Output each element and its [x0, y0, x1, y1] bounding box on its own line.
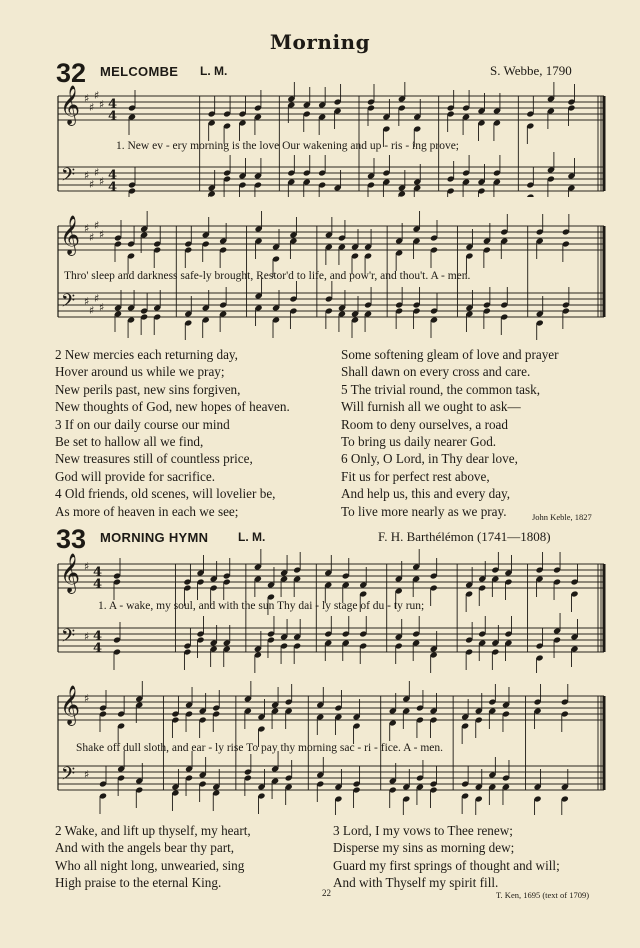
- sharp-sign: ♯: [94, 219, 100, 232]
- time-signature: 4: [93, 565, 103, 580]
- sharp-sign: ♯: [99, 228, 105, 241]
- time-signature: 4: [108, 168, 118, 183]
- stanza-line: Disperse my sins as morning dew;: [333, 840, 515, 856]
- page-number: 22: [322, 888, 331, 898]
- sharp-sign: ♯: [99, 301, 105, 314]
- sharp-sign: ♯: [99, 175, 105, 188]
- tune-name: MORNING HYMN: [100, 530, 209, 545]
- bass-clef: 𝄢: [61, 764, 76, 789]
- stanza-line: God will provide for sacrifice.: [55, 468, 216, 484]
- sharp-sign: ♯: [84, 295, 90, 308]
- sharp-sign: ♯: [89, 178, 95, 191]
- sharp-sign: ♯: [84, 768, 90, 781]
- stanza-line: Room to deny ourselves, a road: [341, 416, 509, 432]
- sharp-sign: ♯: [84, 169, 90, 182]
- bass-clef: 𝄢: [61, 291, 76, 316]
- stanzas-left: [55, 346, 290, 520]
- stanzas-right: [341, 346, 559, 520]
- stanza-line: 3 Lord, I my vows to Thee renew;: [333, 823, 513, 838]
- stanza-line: Some softening gleam of love and prayer: [341, 347, 559, 362]
- hymn-number: 32: [56, 58, 87, 88]
- section-title: Morning: [269, 30, 371, 54]
- treble-clef: 𝄞: [60, 85, 81, 125]
- stanza-line: Who all night long, unwearied, sing: [55, 857, 245, 873]
- bass-clef: 𝄢: [61, 165, 76, 190]
- stanza-line: And with Thyself my spirit fill.: [333, 875, 499, 891]
- meter: L. M.: [238, 530, 266, 544]
- tune-name: MELCOMBE: [100, 64, 179, 79]
- sharp-sign: ♯: [89, 231, 95, 244]
- sharp-sign: ♯: [84, 560, 90, 573]
- stanza-line: And with the angels bear thy part,: [55, 840, 235, 856]
- treble-clef: 𝄞: [60, 215, 81, 255]
- stanza-line: As more of heaven in each we see;: [55, 503, 239, 519]
- note-head: [526, 193, 534, 197]
- stanza-line: 2 New mercies each returning day,: [55, 347, 238, 362]
- treble-clef: 𝄞: [60, 553, 81, 593]
- stanza-line: 5 The trivial round, the common task,: [341, 381, 540, 397]
- sharp-sign: ♯: [84, 692, 90, 705]
- stanza-line: And help us, this and every day,: [341, 486, 511, 502]
- stanza-line: 3 If on our daily course our mind: [55, 416, 230, 432]
- sharp-sign: ♯: [94, 292, 100, 305]
- author-credit: John Keble, 1827: [532, 512, 592, 522]
- stanza-line: Be set to hallow all we find,: [55, 434, 204, 450]
- lyric-line: Thro' sleep and darkness safe-ly brought, Restor'd to life, and pow'r, and thou't. A - men.: [64, 270, 471, 282]
- time-signature: 4: [93, 577, 103, 592]
- treble-clef: 𝄞: [60, 685, 81, 725]
- stanza-line: Fit us for perfect rest above,: [341, 468, 490, 484]
- time-signature: 4: [108, 109, 118, 124]
- sharp-sign: ♯: [99, 98, 105, 111]
- sharp-sign: ♯: [84, 630, 90, 643]
- hymn-number: 33: [56, 524, 87, 554]
- lyric-line: 1. New ev - ery morning is the love Our wakening and up - ris - ing prove;: [116, 140, 460, 152]
- sharp-sign: ♯: [84, 222, 90, 235]
- stanza-line: 2 Wake, and lift up thyself, my heart,: [55, 823, 251, 838]
- sharp-sign: ♯: [89, 101, 95, 114]
- stanza-line: High praise to the eternal King.: [55, 875, 222, 891]
- stanza-line: Hover around us while we pray;: [55, 364, 225, 380]
- stanza-line: New thoughts of God, new hopes of heaven.: [55, 399, 290, 415]
- sharp-sign: ♯: [94, 166, 100, 179]
- time-signature: 4: [93, 641, 103, 656]
- time-signature: 4: [108, 180, 118, 195]
- composer: F. H. Barthélémon (1741—1808): [378, 529, 551, 544]
- stanza-line: Shall dawn on every cross and care.: [341, 364, 531, 380]
- stanza-line: To bring us daily nearer God.: [341, 434, 497, 450]
- note-head: [334, 196, 342, 197]
- sharp-sign: ♯: [84, 92, 90, 105]
- sharp-sign: ♯: [89, 304, 95, 317]
- stanza-line: New perils past, new sins forgiven,: [55, 381, 241, 397]
- stanzas-left: [55, 822, 251, 892]
- lyric-line: 1. A - wake, my soul, and with the sun Thy dai - ly stage of du - ty run;: [98, 600, 425, 612]
- stanza-line: 4 Old friends, old scenes, will lovelier be,: [55, 486, 276, 502]
- stanza-line: Will furnish all we ought to ask—: [341, 399, 521, 415]
- meter: L. M.: [200, 64, 228, 78]
- stanzas-right: [333, 822, 560, 892]
- author-credit: T. Ken, 1695 (text of 1709): [496, 890, 590, 900]
- sharp-sign: ♯: [94, 89, 100, 102]
- time-signature: 4: [108, 97, 118, 112]
- stanza-line: To live more nearly as we pray.: [341, 503, 507, 519]
- lyric-line: Shake off dull sloth, and ear - ly rise To pay thy morning sac - ri - fice. A - men.: [76, 742, 444, 754]
- composer: S. Webbe, 1790: [490, 63, 572, 78]
- time-signature: 4: [93, 629, 103, 644]
- stanza-line: Guard my first springs of thought and will;: [333, 857, 560, 873]
- stanza-line: 6 Only, O Lord, in Thy dear love,: [341, 451, 518, 467]
- bass-clef: 𝄢: [61, 626, 76, 651]
- stanza-line: New treasures still of countless price,: [55, 451, 253, 467]
